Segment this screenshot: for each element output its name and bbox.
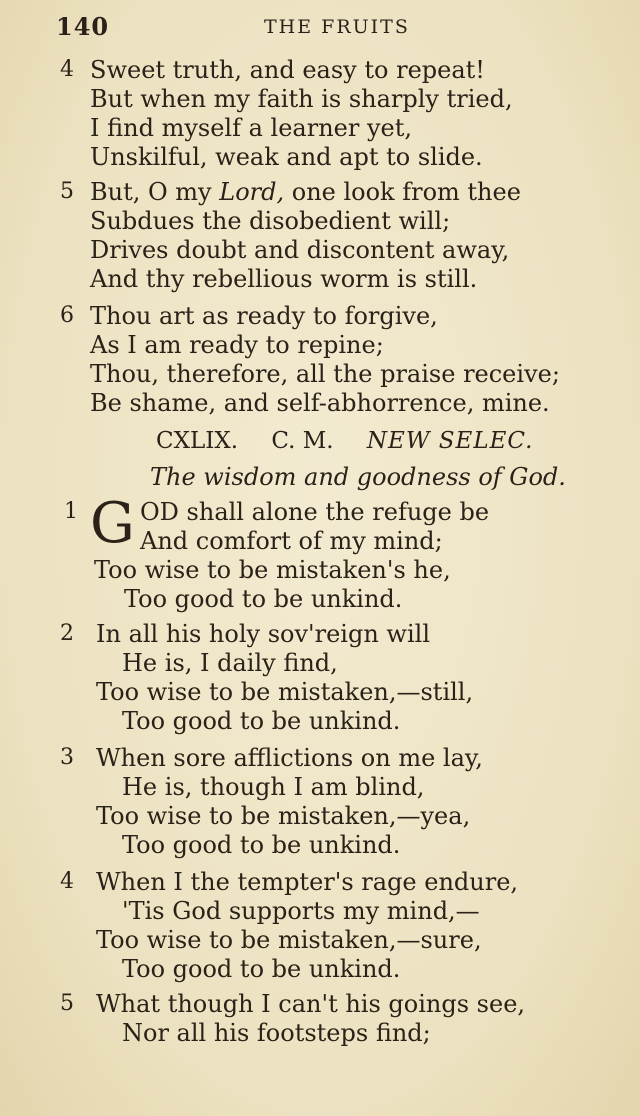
stanza-number: 1 — [64, 499, 78, 524]
verse-line: OD shall alone the refuge be — [140, 498, 490, 526]
hymn-tune: NEW SELEC. — [366, 428, 534, 454]
verse-line: He is, though I am blind, — [122, 773, 425, 801]
verse-line: I find myself a learner yet, — [90, 114, 412, 142]
verse-line: Sweet truth, and easy to repeat! — [90, 56, 485, 84]
running-head: THE FRUITS — [264, 16, 410, 38]
stanza-number: 2 — [60, 621, 74, 646]
verse-line: Too wise to be mistaken,—sure, — [96, 926, 482, 954]
verse-line: When sore afflictions on me lay, — [96, 744, 483, 772]
stanza-number: 6 — [60, 303, 74, 328]
verse-line: Unskilful, weak and apt to slide. — [90, 143, 483, 171]
stanza-number: 5 — [60, 179, 74, 204]
verse-line: 'Tis God supports my mind,— — [122, 897, 480, 925]
verse-line: Too good to be unkind. — [124, 585, 403, 613]
verse-line: Drives doubt and discontent away, — [90, 236, 510, 264]
verse-line: He is, I daily find, — [122, 649, 338, 677]
verse-line: Too wise to be mistaken,—yea, — [96, 802, 471, 830]
verse-line: But, O my Lord, one look from thee — [90, 178, 521, 206]
verse-line: Be shame, and self-abhorrence, mine. — [90, 389, 550, 417]
hymn-number: CXLIX. — [156, 428, 239, 454]
stanza-number: 4 — [60, 57, 74, 82]
verse-line: In all his holy sov'reign will — [96, 620, 430, 648]
stanza-number: 3 — [60, 745, 74, 770]
hymn-meter: C. M. — [271, 428, 334, 454]
hymn-subtitle: The wisdom and goodness of God. — [150, 463, 566, 491]
verse-line: Too wise to be mistaken,—still, — [96, 678, 474, 706]
verse-line: When I the tempter's rage endure, — [96, 868, 519, 896]
verse-line: Nor all his footsteps find; — [122, 1019, 431, 1047]
verse-line: But when my faith is sharply tried, — [90, 85, 513, 113]
verse-line: Subdues the disobedient will; — [90, 207, 451, 235]
verse-line: What though I can't his goings see, — [96, 990, 526, 1018]
verse-line: Thou art as ready to forgive, — [90, 302, 438, 330]
page-header — [56, 12, 616, 42]
stanza-number: 4 — [60, 869, 74, 894]
verse-line: Too wise to be mistaken's he, — [94, 556, 451, 584]
hymn-heading — [156, 428, 534, 454]
verse-line: And thy rebellious worm is still. — [90, 265, 478, 293]
stanza-number: 5 — [60, 991, 74, 1016]
verse-line: And comfort of my mind; — [140, 527, 443, 555]
verse-line: Too good to be unkind. — [122, 831, 401, 859]
verse-line: Too good to be unkind. — [122, 707, 401, 735]
verse-line: Too good to be unkind. — [122, 955, 401, 983]
verse-line: As I am ready to repine; — [90, 331, 384, 359]
verse-line: Thou, therefore, all the praise receive; — [90, 360, 560, 388]
page-number: 140 — [56, 12, 110, 41]
drop-cap: G — [90, 491, 135, 556]
